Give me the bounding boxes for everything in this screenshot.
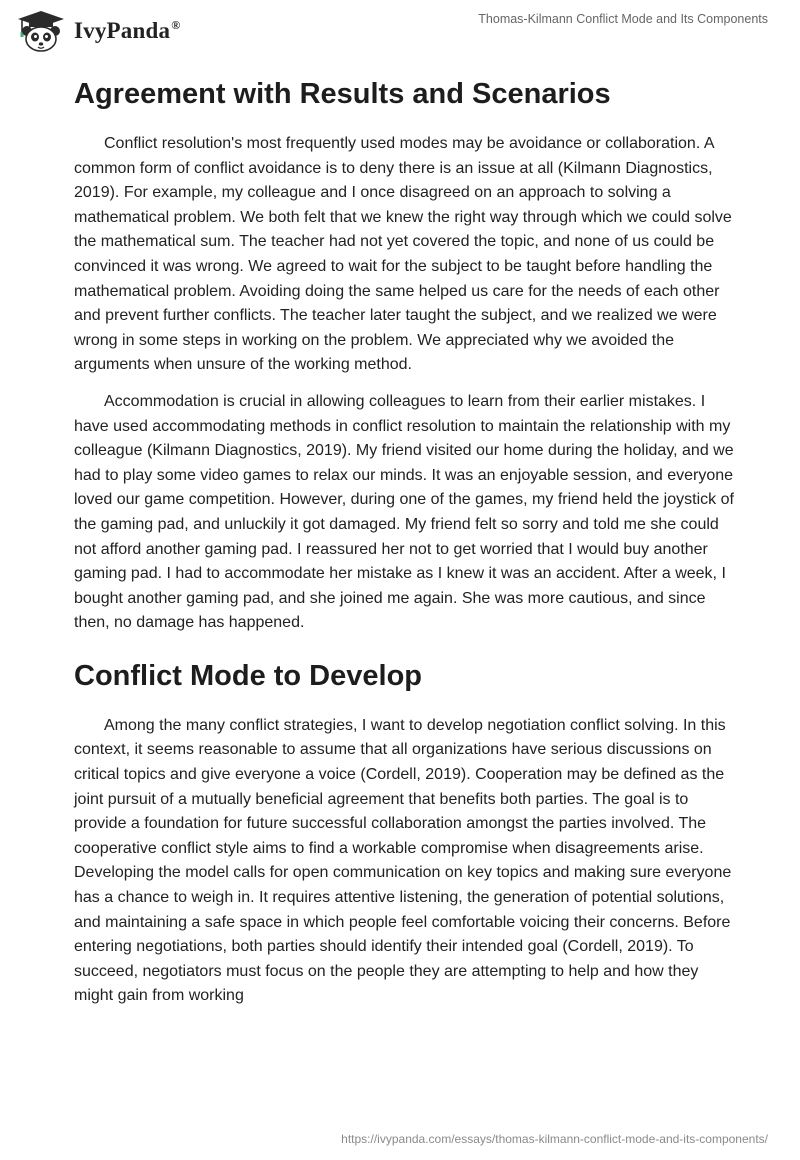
section-heading: Conflict Mode to Develop bbox=[74, 659, 422, 692]
brand-name: IvyPanda® bbox=[74, 18, 181, 43]
brand-logo[interactable] bbox=[14, 9, 180, 53]
page-header bbox=[0, 0, 800, 64]
paragraph: Among the many conflict strategies, I want to develop negotiation conflict solving. In this context, it seems reasonable to assume that all organizations have serious discussions on critical topics and give everyone a voice (Cordell, 2019). Cooperation may be defined as the joint pursuit of a mutually beneficial agreement that benefits both parties. The goal is to provide a foundation for future successful collaboration amongst the parties involved. The cooperative conflict style aims to find a workable compromise when disagreements arise. Developing the model calls for open communication on key topics and making sure everyone has a chance to weigh in. It requires attentive listening, the generation of potential solutions, and maintaining a safe space in which people feel comfortable voicing their concerns. Before entering negotiations, both parties should identify their intended goal (Cordell, 2019). To succeed, negotiators must focus on the people they are attempting to help and how they might gain from working bbox=[74, 716, 732, 1005]
document-title: Thomas-Kilmann Conflict Mode and Its Components bbox=[478, 12, 768, 26]
paragraph: Conflict resolution's most frequently used modes may be avoidance or collaboration. A common form of conflict avoidance is to deny there is an issue at all (Kilmann Diagnostics, 2019). For example, my colleague and I once disagreed on an approach to solving a mathematical problem. We both felt that we knew the right way through which we could solve the mathematical sum. The teacher had not yet covered the topic, and none of us could be convinced it was wrong. We agreed to wait for the subject to be taught before handling the mathematical problem. Avoiding doing the same helped us care for the needs of each other and prevent further conflicts. The teacher later taught the subject, and we realized we were wrong in some steps in working on the problem. We appreciated why we avoided the arguments when unsure of the working method. bbox=[74, 135, 732, 374]
source-url-link[interactable]: https://ivypanda.com/essays/thomas-kilmann-conflict-mode-and-its-components/ bbox=[341, 1132, 768, 1146]
panda-graduate-icon bbox=[14, 9, 68, 53]
essay-body bbox=[74, 70, 734, 1009]
section-heading: Agreement with Results and Scenarios bbox=[74, 78, 611, 110]
paragraph: Accommodation is crucial in allowing colleagues to learn from their earlier mistakes. I have used accommodating methods in conflict resolution to maintain the relationship with my colleague (Kilmann Diagnostics, 2019). My friend visited our home during the holiday, and we had to play some video games to relax our minds. It was an enjoyable session, and everyone loved our game competition. However, during one of the games, my friend held the joystick of the gaming pad, and unluckily it got damaged. My friend felt so sorry and told me she could not afford another gaming pad. I reassured her not to get worried that I would buy another gaming pad. I had to accommodate her mistake as I knew it was an accident. After a week, I bought another gaming pad, and she joined me again. She was more cautious, and since then, no damage has happened. bbox=[74, 392, 734, 632]
